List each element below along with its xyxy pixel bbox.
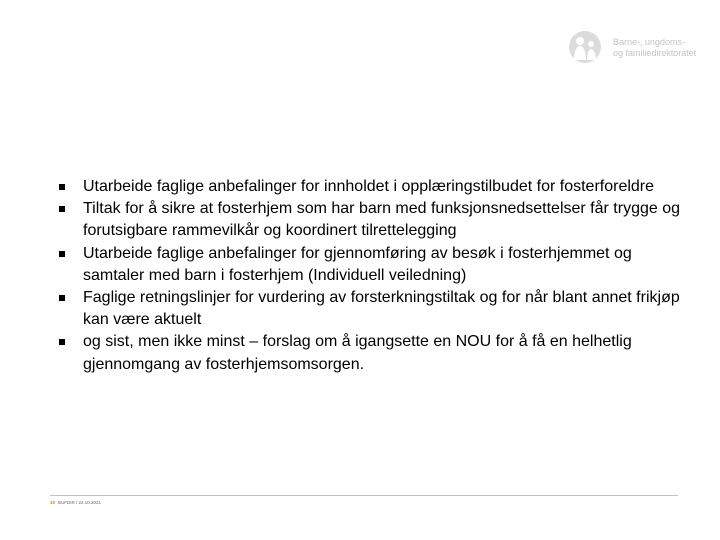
- page-number: 10: [50, 500, 56, 505]
- bullet-marker-icon: [59, 251, 65, 257]
- bufdir-logo: [568, 30, 716, 64]
- bullet-text: og sist, men ikke minst – forslag om å igangsette en NOU for å få en helhetlig gjennomgang av fosterhjemsomsorgen.: [83, 333, 632, 373]
- footer: [50, 500, 101, 506]
- bullet-item: [59, 198, 689, 242]
- bullet-text: Utarbeide faglige anbefalinger for gjennomføring av besøk i fosterhjemmet og samtaler med barn i fosterhjem (Individuell veiledning): [83, 244, 632, 284]
- bullet-text: Faglige retningslinjer for vurdering av forsterkningstiltak og for når blant annet frikjøp kan være aktuelt: [83, 289, 680, 329]
- bullet-list: [59, 176, 689, 376]
- bullet-text: Utarbeide faglige anbefalinger for innholdet i opplæringstilbudet for fosterforeldre: [83, 178, 655, 195]
- logo-wordmark: [613, 37, 696, 58]
- footer-text: BUFDIR / 22.10.2021: [58, 500, 102, 505]
- bullet-marker-icon: [59, 339, 65, 345]
- footer-divider: [50, 495, 678, 496]
- logo-line-2: og familiedirektoratet: [613, 47, 697, 58]
- logo-line-1: Barne-, ungdoms-: [613, 37, 685, 47]
- bullet-item: [59, 243, 689, 287]
- bullet-marker-icon: [59, 295, 65, 301]
- bullet-text: Tiltak for å sikre at fosterhjem som har barn med funksjonsnedsettelser får trygge og forutsigbare rammevilkår og koordinert tilrettelegging: [83, 200, 681, 240]
- bullet-marker-icon: [59, 206, 65, 212]
- bullet-item: [59, 287, 689, 331]
- bullet-item: [59, 331, 689, 375]
- bullet-item: [59, 176, 689, 198]
- family-icon: [568, 30, 604, 64]
- bullet-marker-icon: [59, 184, 65, 190]
